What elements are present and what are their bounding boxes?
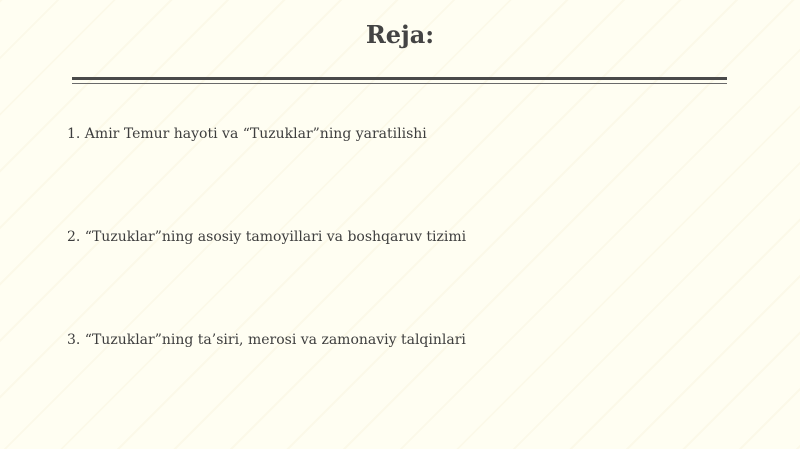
slide-title: Reja: <box>365 20 435 49</box>
plan-item-3: 3. “Tuzuklar”ning ta’siri, merosi va zamonaviy talqinlari <box>67 332 466 348</box>
title-divider-thin <box>72 83 727 84</box>
plan-item-1: 1. Amir Temur hayoti va “Tuzuklar”ning yaratilishi <box>67 126 427 142</box>
plan-item-2: 2. “Tuzuklar”ning asosiy tamoyillari va boshqaruv tizimi <box>67 229 467 245</box>
title-divider-thick <box>72 77 727 80</box>
